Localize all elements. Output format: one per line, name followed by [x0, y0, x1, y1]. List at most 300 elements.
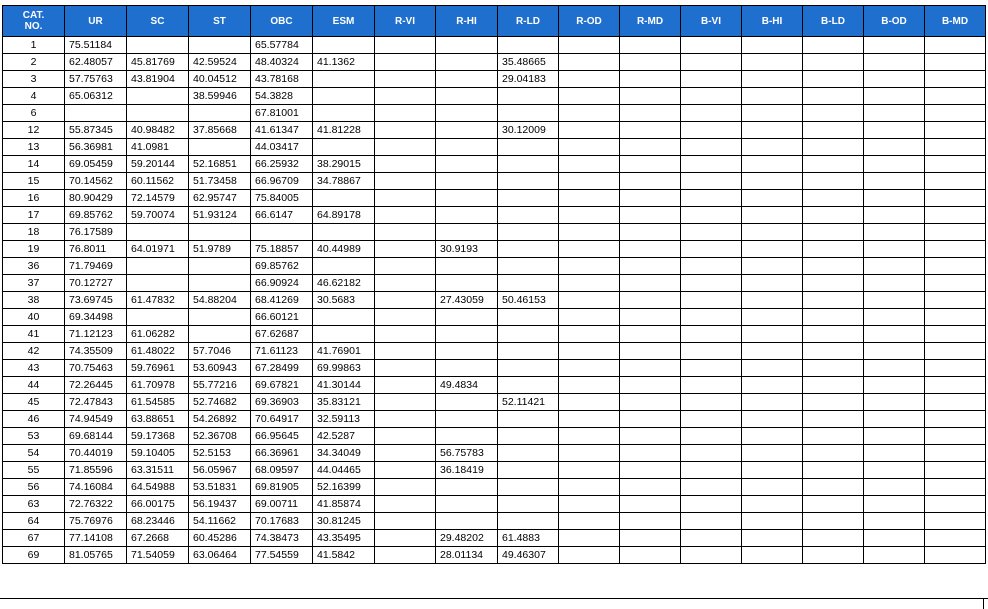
column-header-b-hi[interactable]: B-HI — [742, 6, 803, 37]
table-cell[interactable]: 66.90924 — [251, 275, 313, 292]
table-cell[interactable] — [864, 377, 925, 394]
table-cell[interactable] — [925, 530, 986, 547]
table-cell[interactable] — [559, 275, 620, 292]
table-cell[interactable] — [375, 496, 436, 513]
table-cell[interactable]: 41.76901 — [313, 343, 375, 360]
table-cell[interactable]: 73.69745 — [65, 292, 127, 309]
table-cell[interactable] — [436, 360, 498, 377]
cat-no-cell[interactable]: 40 — [3, 309, 65, 326]
table-cell[interactable] — [681, 88, 742, 105]
table-cell[interactable] — [620, 275, 681, 292]
table-cell[interactable]: 41.0981 — [127, 139, 189, 156]
table-cell[interactable] — [925, 326, 986, 343]
table-cell[interactable] — [803, 360, 864, 377]
table-cell[interactable] — [620, 173, 681, 190]
table-cell[interactable]: 66.00175 — [127, 496, 189, 513]
cat-no-cell[interactable]: 53 — [3, 428, 65, 445]
table-cell[interactable] — [864, 37, 925, 54]
table-cell[interactable] — [375, 292, 436, 309]
table-cell[interactable]: 43.35495 — [313, 530, 375, 547]
table-cell[interactable]: 41.1362 — [313, 54, 375, 71]
table-cell[interactable]: 71.85596 — [65, 462, 127, 479]
cat-no-cell[interactable]: 64 — [3, 513, 65, 530]
table-cell[interactable] — [681, 224, 742, 241]
table-cell[interactable] — [803, 462, 864, 479]
cat-no-cell[interactable]: 1 — [3, 37, 65, 54]
table-cell[interactable]: 69.99863 — [313, 360, 375, 377]
table-cell[interactable] — [436, 207, 498, 224]
table-cell[interactable] — [925, 479, 986, 496]
table-cell[interactable] — [189, 37, 251, 54]
table-cell[interactable] — [127, 224, 189, 241]
cat-no-cell[interactable]: 45 — [3, 394, 65, 411]
table-cell[interactable]: 65.06312 — [65, 88, 127, 105]
table-cell[interactable] — [559, 207, 620, 224]
table-cell[interactable]: 38.29015 — [313, 156, 375, 173]
table-cell[interactable] — [436, 275, 498, 292]
table-cell[interactable] — [559, 496, 620, 513]
cat-no-cell[interactable]: 17 — [3, 207, 65, 224]
table-cell[interactable] — [925, 309, 986, 326]
table-cell[interactable] — [681, 207, 742, 224]
table-cell[interactable] — [742, 462, 803, 479]
table-cell[interactable] — [189, 258, 251, 275]
table-cell[interactable] — [803, 173, 864, 190]
table-cell[interactable] — [375, 190, 436, 207]
table-cell[interactable] — [681, 411, 742, 428]
table-cell[interactable] — [498, 105, 559, 122]
table-cell[interactable] — [681, 139, 742, 156]
cat-no-cell[interactable]: 14 — [3, 156, 65, 173]
table-cell[interactable] — [742, 360, 803, 377]
table-cell[interactable] — [803, 496, 864, 513]
table-cell[interactable] — [436, 428, 498, 445]
cat-no-cell[interactable]: 69 — [3, 547, 65, 564]
table-cell[interactable] — [436, 326, 498, 343]
table-cell[interactable]: 70.12727 — [65, 275, 127, 292]
table-cell[interactable]: 69.81905 — [251, 479, 313, 496]
table-cell[interactable]: 45.81769 — [127, 54, 189, 71]
table-cell[interactable]: 77.14108 — [65, 530, 127, 547]
table-cell[interactable] — [742, 71, 803, 88]
column-header-obc[interactable]: OBC — [251, 6, 313, 37]
table-cell[interactable] — [803, 207, 864, 224]
table-cell[interactable]: 70.17683 — [251, 513, 313, 530]
table-cell[interactable] — [498, 241, 559, 258]
table-cell[interactable] — [436, 224, 498, 241]
table-cell[interactable] — [620, 445, 681, 462]
table-cell[interactable]: 69.36903 — [251, 394, 313, 411]
table-cell[interactable]: 75.51184 — [65, 37, 127, 54]
column-header-esm[interactable]: ESM — [313, 6, 375, 37]
table-cell[interactable] — [375, 122, 436, 139]
table-cell[interactable] — [925, 224, 986, 241]
cat-no-cell[interactable]: 4 — [3, 88, 65, 105]
table-cell[interactable] — [925, 411, 986, 428]
table-cell[interactable] — [681, 241, 742, 258]
table-cell[interactable]: 30.81245 — [313, 513, 375, 530]
table-cell[interactable]: 75.18857 — [251, 241, 313, 258]
table-cell[interactable] — [864, 54, 925, 71]
table-cell[interactable]: 81.05765 — [65, 547, 127, 564]
table-cell[interactable]: 64.89178 — [313, 207, 375, 224]
table-cell[interactable]: 53.51831 — [189, 479, 251, 496]
table-cell[interactable] — [436, 71, 498, 88]
table-cell[interactable] — [498, 343, 559, 360]
table-cell[interactable] — [681, 377, 742, 394]
table-cell[interactable] — [681, 428, 742, 445]
table-cell[interactable]: 54.88204 — [189, 292, 251, 309]
table-cell[interactable] — [864, 224, 925, 241]
table-cell[interactable] — [559, 173, 620, 190]
table-cell[interactable] — [559, 360, 620, 377]
table-cell[interactable] — [864, 496, 925, 513]
table-cell[interactable] — [498, 377, 559, 394]
table-cell[interactable] — [189, 139, 251, 156]
table-cell[interactable] — [864, 530, 925, 547]
table-cell[interactable] — [742, 88, 803, 105]
table-cell[interactable] — [742, 445, 803, 462]
table-cell[interactable]: 56.36981 — [65, 139, 127, 156]
table-cell[interactable] — [498, 258, 559, 275]
table-cell[interactable]: 68.23446 — [127, 513, 189, 530]
cat-no-cell[interactable]: 44 — [3, 377, 65, 394]
table-cell[interactable] — [375, 513, 436, 530]
column-header-b-vi[interactable]: B-VI — [681, 6, 742, 37]
table-cell[interactable] — [620, 88, 681, 105]
table-cell[interactable] — [925, 258, 986, 275]
table-cell[interactable] — [127, 105, 189, 122]
table-cell[interactable] — [864, 122, 925, 139]
table-cell[interactable]: 68.09597 — [251, 462, 313, 479]
table-cell[interactable] — [925, 462, 986, 479]
table-cell[interactable]: 52.16851 — [189, 156, 251, 173]
cat-no-cell[interactable]: 42 — [3, 343, 65, 360]
table-cell[interactable] — [742, 37, 803, 54]
table-cell[interactable]: 67.62687 — [251, 326, 313, 343]
table-cell[interactable]: 59.76961 — [127, 360, 189, 377]
table-cell[interactable] — [803, 54, 864, 71]
table-cell[interactable] — [742, 377, 803, 394]
table-cell[interactable] — [803, 292, 864, 309]
table-cell[interactable] — [681, 122, 742, 139]
table-cell[interactable] — [375, 241, 436, 258]
table-cell[interactable] — [375, 309, 436, 326]
table-cell[interactable] — [436, 190, 498, 207]
table-cell[interactable] — [559, 292, 620, 309]
table-cell[interactable]: 70.14562 — [65, 173, 127, 190]
table-cell[interactable]: 52.74682 — [189, 394, 251, 411]
cat-no-cell[interactable]: 63 — [3, 496, 65, 513]
table-cell[interactable]: 46.62182 — [313, 275, 375, 292]
table-cell[interactable]: 61.70978 — [127, 377, 189, 394]
table-cell[interactable] — [742, 343, 803, 360]
table-cell[interactable] — [189, 309, 251, 326]
table-cell[interactable] — [189, 224, 251, 241]
table-cell[interactable]: 77.54559 — [251, 547, 313, 564]
table-cell[interactable] — [559, 105, 620, 122]
table-cell[interactable] — [803, 37, 864, 54]
table-cell[interactable] — [925, 428, 986, 445]
table-cell[interactable] — [803, 479, 864, 496]
table-cell[interactable] — [681, 496, 742, 513]
table-cell[interactable] — [620, 156, 681, 173]
table-cell[interactable] — [375, 207, 436, 224]
table-cell[interactable] — [559, 224, 620, 241]
table-cell[interactable] — [803, 343, 864, 360]
table-cell[interactable] — [559, 156, 620, 173]
table-cell[interactable]: 59.20144 — [127, 156, 189, 173]
cat-no-cell[interactable]: 36 — [3, 258, 65, 275]
table-cell[interactable]: 59.10405 — [127, 445, 189, 462]
table-cell[interactable]: 29.48202 — [436, 530, 498, 547]
table-cell[interactable] — [864, 88, 925, 105]
column-header-r-vi[interactable]: R-VI — [375, 6, 436, 37]
table-cell[interactable]: 41.61347 — [251, 122, 313, 139]
table-cell[interactable] — [620, 190, 681, 207]
table-cell[interactable]: 59.17368 — [127, 428, 189, 445]
table-cell[interactable] — [864, 275, 925, 292]
table-cell[interactable] — [559, 377, 620, 394]
table-cell[interactable] — [127, 88, 189, 105]
table-cell[interactable] — [498, 479, 559, 496]
table-cell[interactable] — [681, 275, 742, 292]
cat-no-cell[interactable]: 43 — [3, 360, 65, 377]
table-cell[interactable] — [620, 139, 681, 156]
cat-no-cell[interactable]: 19 — [3, 241, 65, 258]
table-cell[interactable] — [375, 37, 436, 54]
cat-no-cell[interactable]: 46 — [3, 411, 65, 428]
table-cell[interactable] — [681, 394, 742, 411]
table-cell[interactable]: 70.64917 — [251, 411, 313, 428]
table-cell[interactable] — [559, 513, 620, 530]
table-cell[interactable] — [864, 309, 925, 326]
table-cell[interactable] — [498, 462, 559, 479]
table-cell[interactable] — [620, 343, 681, 360]
table-cell[interactable] — [436, 496, 498, 513]
table-cell[interactable] — [375, 445, 436, 462]
table-cell[interactable] — [742, 207, 803, 224]
table-cell[interactable] — [681, 547, 742, 564]
table-cell[interactable]: 68.41269 — [251, 292, 313, 309]
table-cell[interactable] — [375, 530, 436, 547]
column-header-r-md[interactable]: R-MD — [620, 6, 681, 37]
table-cell[interactable]: 35.83121 — [313, 394, 375, 411]
table-cell[interactable] — [803, 377, 864, 394]
table-cell[interactable] — [375, 343, 436, 360]
table-cell[interactable]: 66.25932 — [251, 156, 313, 173]
table-cell[interactable] — [864, 139, 925, 156]
table-cell[interactable] — [742, 224, 803, 241]
table-cell[interactable] — [498, 37, 559, 54]
table-cell[interactable] — [681, 343, 742, 360]
table-cell[interactable] — [681, 156, 742, 173]
table-cell[interactable] — [498, 190, 559, 207]
table-cell[interactable] — [742, 241, 803, 258]
table-cell[interactable] — [864, 173, 925, 190]
table-cell[interactable] — [925, 360, 986, 377]
column-header-cat-no[interactable]: CAT. NO. — [3, 6, 65, 37]
table-cell[interactable]: 52.11421 — [498, 394, 559, 411]
table-cell[interactable] — [436, 309, 498, 326]
table-cell[interactable] — [436, 343, 498, 360]
table-cell[interactable]: 49.46307 — [498, 547, 559, 564]
table-cell[interactable] — [436, 156, 498, 173]
table-cell[interactable] — [313, 71, 375, 88]
table-cell[interactable] — [742, 496, 803, 513]
table-cell[interactable] — [375, 139, 436, 156]
table-cell[interactable] — [313, 139, 375, 156]
table-cell[interactable]: 32.59113 — [313, 411, 375, 428]
table-cell[interactable] — [925, 241, 986, 258]
table-cell[interactable] — [498, 445, 559, 462]
table-cell[interactable]: 67.81001 — [251, 105, 313, 122]
table-cell[interactable]: 61.4883 — [498, 530, 559, 547]
table-cell[interactable] — [803, 275, 864, 292]
table-cell[interactable] — [559, 462, 620, 479]
table-cell[interactable] — [742, 411, 803, 428]
table-cell[interactable]: 40.44989 — [313, 241, 375, 258]
table-cell[interactable] — [742, 428, 803, 445]
table-cell[interactable] — [375, 224, 436, 241]
table-cell[interactable] — [681, 292, 742, 309]
table-cell[interactable] — [559, 309, 620, 326]
table-cell[interactable]: 72.14579 — [127, 190, 189, 207]
cat-no-cell[interactable]: 12 — [3, 122, 65, 139]
table-cell[interactable] — [925, 292, 986, 309]
table-cell[interactable] — [864, 411, 925, 428]
table-cell[interactable] — [864, 190, 925, 207]
table-cell[interactable] — [620, 241, 681, 258]
table-cell[interactable] — [620, 479, 681, 496]
table-cell[interactable] — [925, 173, 986, 190]
table-cell[interactable] — [375, 479, 436, 496]
table-cell[interactable]: 69.34498 — [65, 309, 127, 326]
table-cell[interactable] — [313, 88, 375, 105]
table-cell[interactable] — [436, 88, 498, 105]
table-cell[interactable] — [864, 394, 925, 411]
table-cell[interactable] — [498, 326, 559, 343]
table-cell[interactable]: 34.78867 — [313, 173, 375, 190]
table-cell[interactable] — [803, 326, 864, 343]
table-cell[interactable]: 70.75463 — [65, 360, 127, 377]
table-cell[interactable] — [375, 71, 436, 88]
table-cell[interactable] — [925, 54, 986, 71]
table-cell[interactable]: 56.19437 — [189, 496, 251, 513]
table-cell[interactable] — [620, 71, 681, 88]
table-cell[interactable] — [65, 105, 127, 122]
table-cell[interactable] — [375, 428, 436, 445]
table-cell[interactable] — [864, 479, 925, 496]
table-cell[interactable] — [436, 139, 498, 156]
table-cell[interactable]: 41.85874 — [313, 496, 375, 513]
table-cell[interactable] — [498, 428, 559, 445]
cat-no-cell[interactable]: 41 — [3, 326, 65, 343]
table-cell[interactable] — [681, 360, 742, 377]
table-cell[interactable] — [864, 326, 925, 343]
table-cell[interactable] — [803, 309, 864, 326]
table-cell[interactable] — [925, 547, 986, 564]
table-cell[interactable] — [313, 258, 375, 275]
table-cell[interactable] — [436, 411, 498, 428]
table-cell[interactable]: 54.11662 — [189, 513, 251, 530]
table-cell[interactable] — [925, 105, 986, 122]
table-cell[interactable] — [742, 258, 803, 275]
table-cell[interactable] — [498, 496, 559, 513]
table-cell[interactable]: 52.16399 — [313, 479, 375, 496]
table-cell[interactable] — [803, 513, 864, 530]
table-cell[interactable] — [864, 105, 925, 122]
table-cell[interactable] — [864, 156, 925, 173]
table-cell[interactable]: 51.9789 — [189, 241, 251, 258]
table-cell[interactable] — [742, 530, 803, 547]
column-header-r-hi[interactable]: R-HI — [436, 6, 498, 37]
table-cell[interactable] — [189, 275, 251, 292]
table-cell[interactable] — [127, 258, 189, 275]
table-cell[interactable]: 36.18419 — [436, 462, 498, 479]
table-cell[interactable]: 71.79469 — [65, 258, 127, 275]
table-cell[interactable]: 60.45286 — [189, 530, 251, 547]
table-cell[interactable] — [559, 37, 620, 54]
table-cell[interactable] — [803, 122, 864, 139]
column-header-st[interactable]: ST — [189, 6, 251, 37]
table-cell[interactable] — [742, 292, 803, 309]
table-cell[interactable] — [803, 411, 864, 428]
table-cell[interactable] — [803, 88, 864, 105]
table-cell[interactable] — [375, 547, 436, 564]
table-cell[interactable] — [742, 326, 803, 343]
table-cell[interactable]: 38.59946 — [189, 88, 251, 105]
table-cell[interactable]: 72.26445 — [65, 377, 127, 394]
table-cell[interactable]: 60.11562 — [127, 173, 189, 190]
table-cell[interactable]: 74.16084 — [65, 479, 127, 496]
table-cell[interactable] — [498, 139, 559, 156]
cat-no-cell[interactable]: 15 — [3, 173, 65, 190]
cat-no-cell[interactable]: 2 — [3, 54, 65, 71]
table-cell[interactable]: 72.47843 — [65, 394, 127, 411]
table-cell[interactable] — [742, 139, 803, 156]
table-cell[interactable]: 28.01134 — [436, 547, 498, 564]
cat-no-cell[interactable]: 56 — [3, 479, 65, 496]
table-cell[interactable] — [681, 54, 742, 71]
table-cell[interactable]: 69.67821 — [251, 377, 313, 394]
table-cell[interactable] — [436, 105, 498, 122]
table-cell[interactable] — [681, 37, 742, 54]
table-cell[interactable] — [742, 105, 803, 122]
table-cell[interactable] — [559, 326, 620, 343]
table-cell[interactable] — [925, 394, 986, 411]
table-cell[interactable] — [436, 37, 498, 54]
table-cell[interactable] — [864, 547, 925, 564]
table-cell[interactable]: 54.3828 — [251, 88, 313, 105]
table-cell[interactable] — [620, 326, 681, 343]
table-cell[interactable] — [925, 275, 986, 292]
table-cell[interactable]: 48.40324 — [251, 54, 313, 71]
table-cell[interactable]: 71.61123 — [251, 343, 313, 360]
table-cell[interactable]: 64.54988 — [127, 479, 189, 496]
table-cell[interactable] — [742, 122, 803, 139]
table-cell[interactable] — [559, 71, 620, 88]
table-cell[interactable] — [375, 54, 436, 71]
table-cell[interactable] — [559, 139, 620, 156]
table-cell[interactable] — [620, 530, 681, 547]
table-cell[interactable] — [925, 343, 986, 360]
table-cell[interactable]: 75.84005 — [251, 190, 313, 207]
table-cell[interactable]: 71.54059 — [127, 547, 189, 564]
table-cell[interactable]: 56.75783 — [436, 445, 498, 462]
table-cell[interactable] — [559, 445, 620, 462]
table-cell[interactable] — [375, 156, 436, 173]
